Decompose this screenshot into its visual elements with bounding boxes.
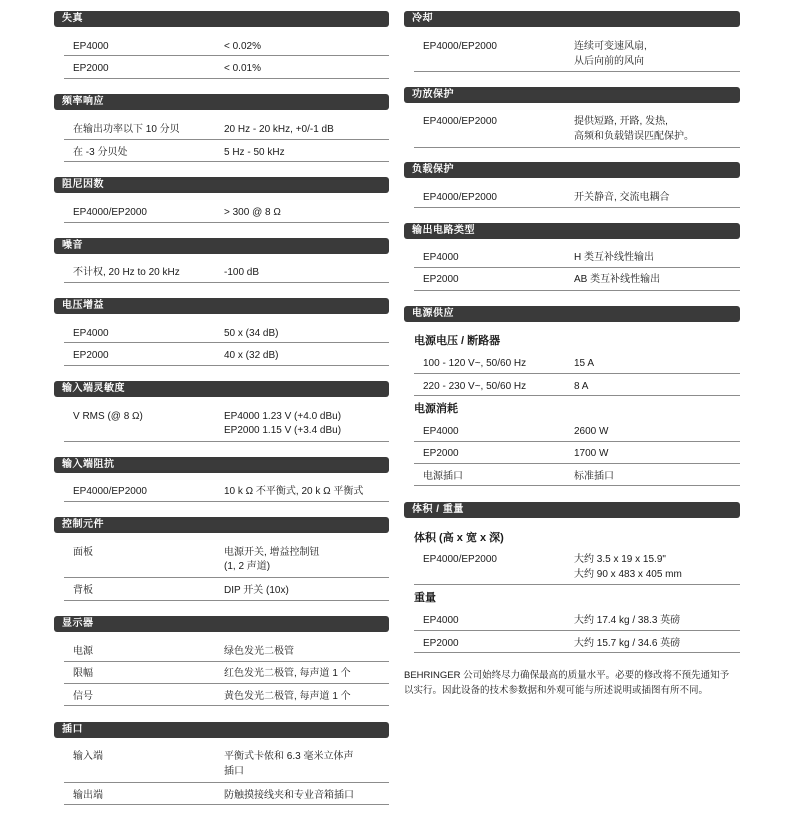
spec-label: EP2000 bbox=[423, 638, 459, 649]
row-divider bbox=[414, 290, 740, 291]
row-divider bbox=[414, 373, 740, 374]
spec-value: 黄色发光二极管, 每声道 1 个 bbox=[224, 691, 351, 702]
section-header: 失真 bbox=[54, 11, 389, 27]
spec-label: 在 -3 分贝处 bbox=[73, 147, 128, 158]
damping-factor-section bbox=[54, 177, 389, 193]
section-header: 输出电路类型 bbox=[404, 223, 740, 239]
spec-value: 20 Hz - 20 kHz, +0/-1 dB bbox=[224, 124, 334, 135]
spec-value: 开关静音, 交流电耦合 bbox=[574, 192, 670, 203]
row-divider bbox=[414, 441, 740, 442]
spec-value: 40 x (32 dB) bbox=[224, 350, 279, 361]
spec-label: 信号 bbox=[73, 691, 93, 702]
spec-label: EP2000 bbox=[423, 448, 459, 459]
spec-value-line2: 大约 90 x 483 x 405 mm bbox=[574, 569, 682, 580]
spec-label: EP4000 bbox=[423, 252, 459, 263]
voltage-gain-section bbox=[54, 298, 389, 314]
input-sensitivity-section bbox=[54, 381, 389, 397]
spec-label: EP4000/EP2000 bbox=[73, 486, 147, 497]
spec-label: EP2000 bbox=[73, 63, 109, 74]
disclaimer-line-1: BEHRINGER 公司始终尽力确保最高的质量水平。必要的修改将不预先通知予 bbox=[404, 670, 730, 681]
row-divider bbox=[64, 365, 389, 366]
row-divider bbox=[414, 267, 740, 268]
spec-value: 2600 W bbox=[574, 426, 609, 437]
distortion-section bbox=[54, 11, 389, 27]
spec-label: EP4000/EP2000 bbox=[73, 207, 147, 218]
row-divider bbox=[64, 55, 389, 56]
spec-value: DIP 开关 (10x) bbox=[224, 585, 289, 596]
spec-label: 电源插口 bbox=[423, 471, 463, 482]
row-divider bbox=[64, 441, 389, 442]
spec-label: EP4000 bbox=[73, 41, 109, 52]
spec-label: EP4000/EP2000 bbox=[423, 41, 497, 52]
row-divider bbox=[64, 705, 389, 706]
spec-value: -100 dB bbox=[224, 267, 260, 278]
section-header: 显示器 bbox=[54, 616, 389, 632]
output-circuit-section bbox=[404, 223, 740, 239]
section-header: 阻尼因数 bbox=[54, 177, 389, 193]
section-header: 电源供应 bbox=[404, 306, 740, 322]
row-divider bbox=[64, 161, 389, 162]
spec-label: EP4000 bbox=[423, 426, 459, 437]
spec-value: 15 A bbox=[574, 358, 595, 369]
row-divider bbox=[64, 661, 389, 662]
spec-label: 输出端 bbox=[73, 790, 103, 801]
spec-value: 电源开关, 增益控制钮 bbox=[224, 547, 320, 558]
spec-label: 100 - 120 V~, 50/60 Hz bbox=[423, 358, 527, 369]
section-header: 电压增益 bbox=[54, 298, 389, 314]
spec-value: 提供短路, 开路, 发热, bbox=[574, 116, 668, 127]
spec-label: EP4000 bbox=[73, 328, 109, 339]
row-divider bbox=[64, 600, 389, 601]
section-header: 控制元件 bbox=[54, 517, 389, 533]
disclaimer-line-2: 以实行。因此设备的技术参数据和外观可能与所述说明或插图有所不同。 bbox=[404, 685, 709, 696]
row-divider bbox=[414, 71, 740, 72]
section-header: 噪音 bbox=[54, 238, 389, 254]
dimensions-subheading: 体积 (高 x 宽 x 深) bbox=[414, 532, 504, 544]
row-divider bbox=[64, 282, 389, 283]
spec-value: 10 k Ω 不平衡式, 20 k Ω 平衡式 bbox=[224, 486, 364, 497]
spec-label: 电源 bbox=[73, 646, 93, 657]
section-header: 频率响应 bbox=[54, 94, 389, 110]
spec-value-line2: 高频和负载错误匹配保护。 bbox=[574, 131, 694, 142]
mains-voltage-subheading: 电源电压 / 断路器 bbox=[414, 335, 501, 347]
spec-label: EP4000/EP2000 bbox=[423, 116, 497, 127]
input-impedance-section bbox=[54, 457, 389, 473]
section-header: 输入端灵敏度 bbox=[54, 381, 389, 397]
section-header: 负载保护 bbox=[404, 162, 740, 178]
indicators-section bbox=[54, 616, 389, 632]
noise-section bbox=[54, 238, 389, 254]
spec-label: EP4000/EP2000 bbox=[423, 554, 497, 565]
power-supply-section bbox=[404, 306, 740, 322]
row-divider bbox=[64, 78, 389, 79]
spec-value-line2: 插口 bbox=[224, 766, 244, 777]
cooling-section bbox=[404, 11, 740, 27]
spec-label: V RMS (@ 8 Ω) bbox=[73, 411, 143, 422]
amp-protection-section bbox=[404, 87, 740, 103]
spec-label: 背板 bbox=[73, 585, 93, 596]
spec-value-line2: (1, 2 声道) bbox=[224, 561, 271, 572]
spec-value: > 300 @ 8 Ω bbox=[224, 207, 281, 218]
row-divider bbox=[414, 463, 740, 464]
row-divider bbox=[64, 139, 389, 140]
spec-value: 绿色发光二极管 bbox=[224, 646, 294, 657]
section-header: 体积 / 重量 bbox=[404, 502, 740, 518]
spec-value-line2: 从后向前的风向 bbox=[574, 56, 644, 67]
spec-value: 大约 17.4 kg / 38.3 英磅 bbox=[574, 615, 681, 626]
frequency-response-section bbox=[54, 94, 389, 110]
row-divider bbox=[414, 485, 740, 486]
row-divider bbox=[64, 804, 389, 805]
section-header: 功放保护 bbox=[404, 87, 740, 103]
spec-label: EP4000 bbox=[423, 615, 459, 626]
row-divider bbox=[64, 222, 389, 223]
row-divider bbox=[64, 501, 389, 502]
power-consumption-subheading: 电源消耗 bbox=[414, 403, 458, 415]
row-divider bbox=[414, 630, 740, 631]
spec-label: EP2000 bbox=[423, 274, 459, 285]
row-divider bbox=[414, 147, 740, 148]
section-header: 输入端阻抗 bbox=[54, 457, 389, 473]
row-divider bbox=[414, 395, 740, 396]
spec-value: < 0.01% bbox=[224, 63, 261, 74]
spec-value: H 类互补线性输出 bbox=[574, 252, 654, 263]
spec-value: 50 x (34 dB) bbox=[224, 328, 279, 339]
spec-value: 标准插口 bbox=[574, 471, 614, 482]
spec-label: 220 - 230 V~, 50/60 Hz bbox=[423, 381, 527, 392]
row-divider bbox=[64, 577, 389, 578]
spec-label: 面板 bbox=[73, 547, 93, 558]
row-divider bbox=[64, 342, 389, 343]
spec-value: 大约 3.5 x 19 x 15.9" bbox=[574, 554, 666, 565]
spec-value: 1700 W bbox=[574, 448, 609, 459]
spec-label: EP4000/EP2000 bbox=[423, 192, 497, 203]
spec-label: 不计权, 20 Hz to 20 kHz bbox=[73, 267, 180, 278]
section-header: 冷却 bbox=[404, 11, 740, 27]
row-divider bbox=[414, 584, 740, 585]
row-divider bbox=[64, 683, 389, 684]
spec-label: 限幅 bbox=[73, 668, 93, 679]
spec-value: < 0.02% bbox=[224, 41, 261, 52]
connectors-section bbox=[54, 722, 389, 738]
section-header: 插口 bbox=[54, 722, 389, 738]
spec-value-line2: EP2000 1.15 V (+3.4 dBu) bbox=[224, 425, 342, 436]
spec-value: 连续可变速风扇, bbox=[574, 41, 647, 52]
controls-section bbox=[54, 517, 389, 533]
load-protection-section bbox=[404, 162, 740, 178]
spec-value: 红色发光二极管, 每声道 1 个 bbox=[224, 668, 351, 679]
spec-value: 防触摸接线夹和专业音箱插口 bbox=[224, 790, 354, 801]
spec-value: AB 类互补线性输出 bbox=[574, 274, 661, 285]
spec-label: 输入端 bbox=[73, 751, 103, 762]
spec-value: 5 Hz - 50 kHz bbox=[224, 147, 285, 158]
spec-value: 大约 15.7 kg / 34.6 英磅 bbox=[574, 638, 681, 649]
spec-value: EP4000 1.23 V (+4.0 dBu) bbox=[224, 411, 342, 422]
spec-label: 在输出功率以下 10 分贝 bbox=[73, 124, 180, 135]
spec-label: EP2000 bbox=[73, 350, 109, 361]
weight-subheading: 重量 bbox=[414, 592, 436, 604]
row-divider bbox=[414, 652, 740, 653]
spec-value: 平衡式卡侬和 6.3 毫米立体声 bbox=[224, 751, 354, 762]
spec-value: 8 A bbox=[574, 381, 589, 392]
row-divider bbox=[64, 782, 389, 783]
dimensions-weight-section bbox=[404, 502, 740, 518]
row-divider bbox=[414, 207, 740, 208]
